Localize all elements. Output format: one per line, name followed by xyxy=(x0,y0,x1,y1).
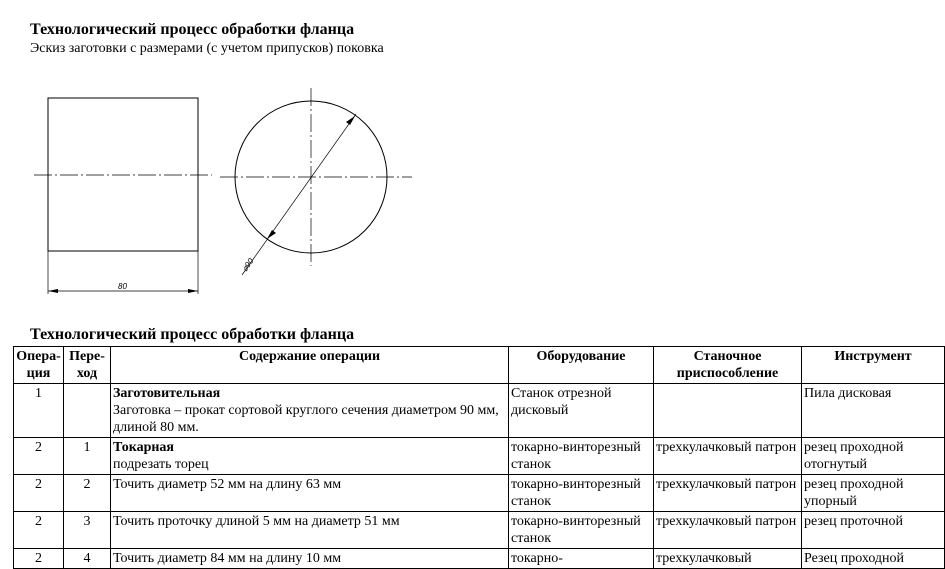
blank-sketch xyxy=(0,80,945,310)
cell-fixture: трехкулачковый патрон xyxy=(654,512,802,549)
cell-content: Точить диаметр 52 мм на длину 63 мм xyxy=(111,475,509,512)
cell-equipment: токарно-винторезный станок xyxy=(509,512,654,549)
cell-equipment: токарно- xyxy=(509,549,654,569)
process-table xyxy=(13,346,945,569)
operation-name: Токарная xyxy=(113,440,174,455)
operation-desc: Заготовка – прокат сортовой круглого сечения диаметром 90 мм, длиной 80 мм. xyxy=(113,403,499,435)
cell-tool: резец проходной упорный xyxy=(802,475,945,512)
cell-fixture: трехкулачковый патрон xyxy=(654,475,802,512)
length-dim-label: 80 xyxy=(118,282,127,291)
cell-fixture: трехкулачковый xyxy=(654,549,802,569)
cell-equipment: Станок отрезной дисковый xyxy=(509,384,654,438)
cell-step: 3 xyxy=(64,512,111,549)
cell-op: 2 xyxy=(14,512,64,549)
diameter-dim-label: ⌀90 xyxy=(240,256,256,274)
header-fixture: Станочное приспособление xyxy=(654,347,802,384)
cell-fixture xyxy=(654,384,802,438)
table-row xyxy=(14,549,945,569)
cell-content xyxy=(111,438,509,475)
cell-tool: Пила дисковая xyxy=(802,384,945,438)
header-tool: Инструмент xyxy=(802,347,945,384)
cell-equipment: токарно-винторезный станок xyxy=(509,438,654,475)
sketch-caption: Эскиз заготовки с размерами (с учетом припусков) поковка xyxy=(30,41,384,56)
table-header-row xyxy=(14,347,945,384)
cell-content: Точить проточку длиной 5 мм на диаметр 51 мм xyxy=(111,512,509,549)
document-title: Технологический процесс обработки фланца xyxy=(30,21,355,38)
operation-desc: подрезать торец xyxy=(113,457,209,472)
cell-fixture: трехкулачковый патрон xyxy=(654,438,802,475)
header-content: Содержание операции xyxy=(111,347,509,384)
table-row xyxy=(14,384,945,438)
cell-step: 4 xyxy=(64,549,111,569)
cell-tool: Резец проходной xyxy=(802,549,945,569)
cell-equipment: токарно-винторезный станок xyxy=(509,475,654,512)
cell-op: 2 xyxy=(14,475,64,512)
cell-tool: резец проточной xyxy=(802,512,945,549)
operation-name: Заготовительная xyxy=(113,386,221,401)
header-step: Пере- ход xyxy=(64,347,111,384)
diameter-dimension-line xyxy=(242,114,356,275)
length-arrow-right xyxy=(188,289,198,293)
table-row xyxy=(14,438,945,475)
cell-content: Точить диаметр 84 мм на длину 10 мм xyxy=(111,549,509,569)
cell-tool: резец проходной отогнутый xyxy=(802,438,945,475)
cell-op: 2 xyxy=(14,549,64,569)
blank-side-view xyxy=(48,98,198,251)
length-arrow-left xyxy=(48,289,58,293)
table-row xyxy=(14,475,945,512)
table-row xyxy=(14,512,945,549)
cell-step: 1 xyxy=(64,438,111,475)
diameter-arrow-top xyxy=(346,116,355,125)
cell-step xyxy=(64,384,111,438)
header-equipment: Оборудование xyxy=(509,347,654,384)
cell-op: 2 xyxy=(14,438,64,475)
table-title: Технологический процесс обработки фланца xyxy=(30,326,355,343)
cell-op: 1 xyxy=(14,384,64,438)
cell-content xyxy=(111,384,509,438)
cell-step: 2 xyxy=(64,475,111,512)
header-operation: Опера- ция xyxy=(14,347,64,384)
diameter-arrow-bottom xyxy=(267,230,276,239)
